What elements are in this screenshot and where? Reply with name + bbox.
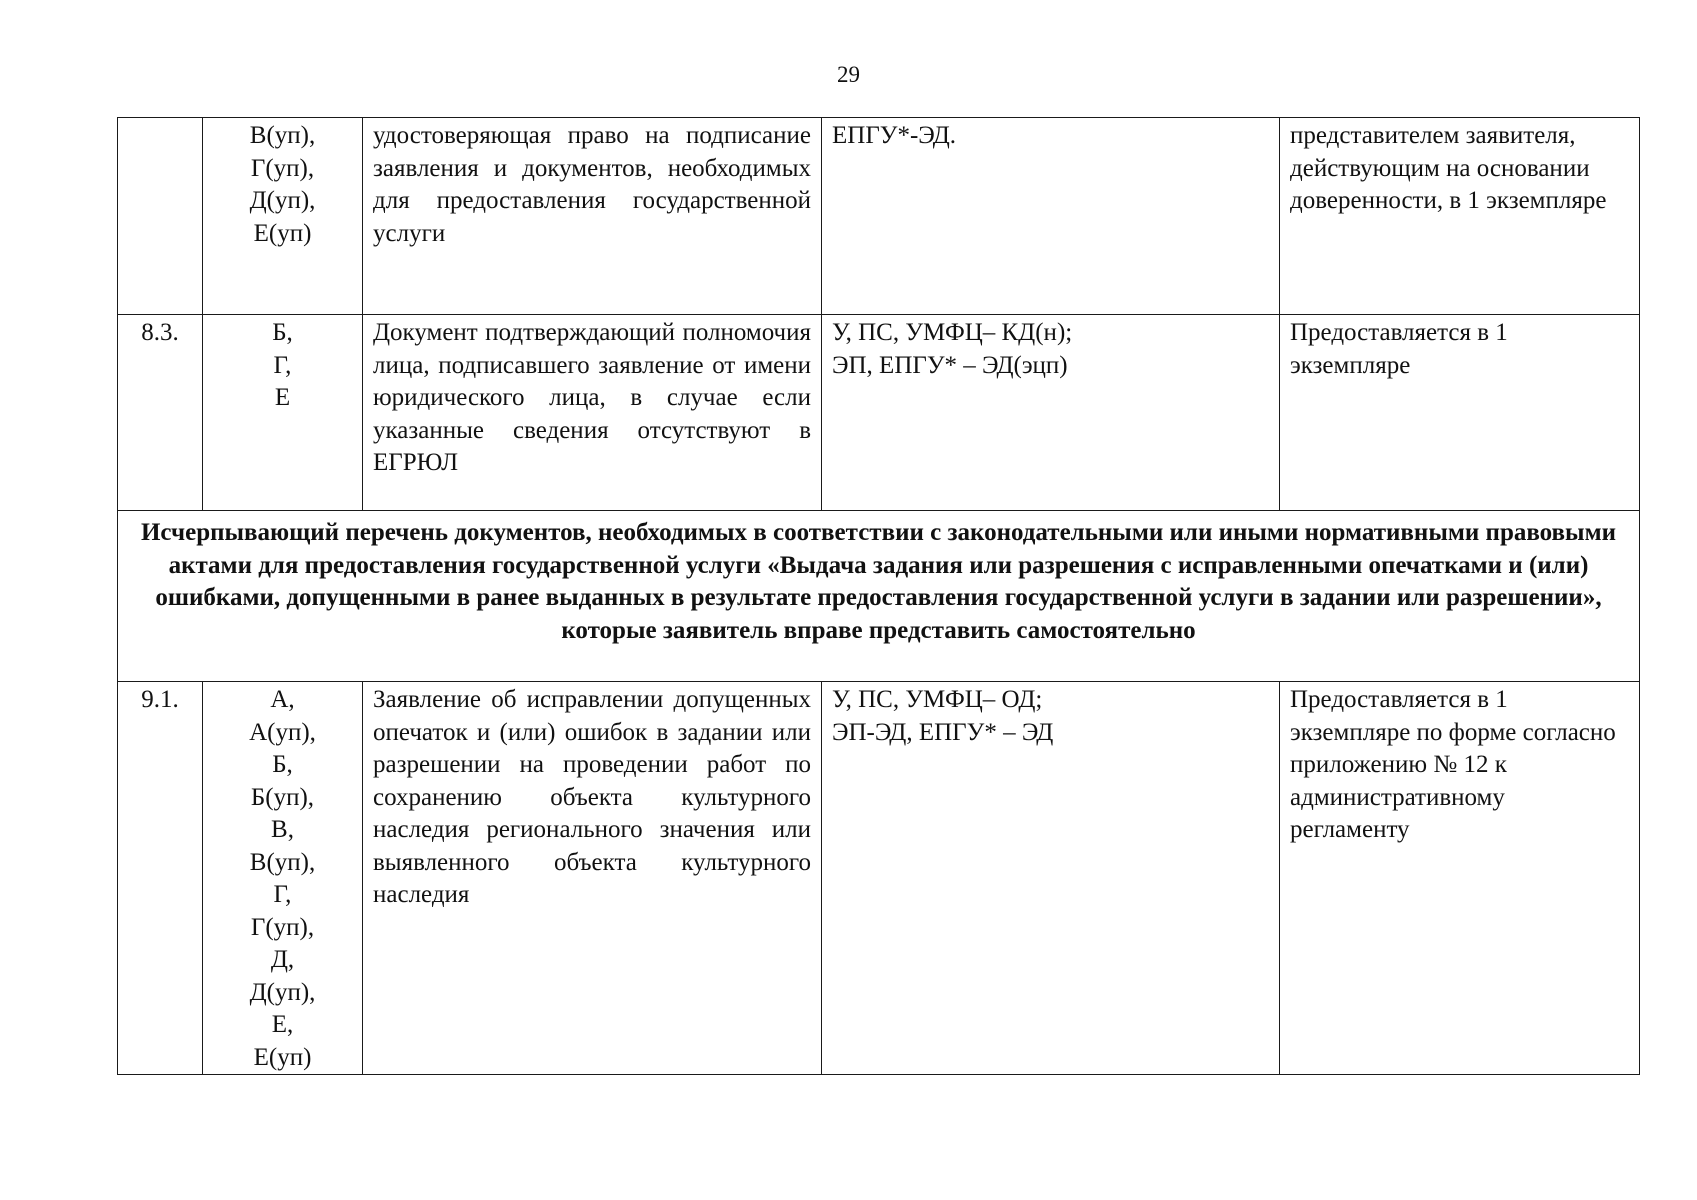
table-row [118,118,1640,315]
document-note: Предоставляется в 1 экземпляре [1280,315,1640,511]
submission-method [822,315,1280,511]
category-code: А(уп), [249,718,316,746]
documents-table [117,117,1640,1075]
table-row [118,682,1640,1075]
document-note: Предоставляется в 1 экземпляре по форме согласно приложению № 12 к административному регламенту [1280,682,1640,1075]
page-number: 29 [837,62,860,87]
category-code: Г(уп), [250,913,315,941]
category-code: Д(уп), [249,187,316,214]
category-code: Е [274,384,291,411]
row-number [118,118,203,315]
category-code: Е(уп) [253,219,312,247]
category-code: Е, [271,1011,294,1038]
row-number: 8.3. [118,315,203,511]
applicant-categories [203,118,363,315]
category-code: Б(уп), [250,783,315,811]
category-code: Г(уп), [250,154,315,182]
applicant-categories [203,682,363,1075]
category-code: Д, [270,946,295,973]
category-code: А, [270,686,295,713]
section-heading: Исчерпывающий перечень документов, необходимых в соответствии с законодательными или иными нормативными правовыми актами для предоставления государственной услуги «Выдача задания или разрешения с исправленными опечатками и (или) ошибками, допущенными в ранее выданных в результате предоставления государственной услуги в задании или разрешении», которые заявитель вправе представить самостоятельно [118,511,1640,682]
category-code: В, [271,816,294,843]
submission-line: ЕПГУ*-ЭД. [832,122,957,149]
row-number: 9.1. [118,682,203,1075]
submission-method [822,682,1280,1075]
document-name: Заявление об исправлении допущенных опечаток и (или) ошибок в задании или разрешении на проведении работ по сохранению объекта культурного наследия регионального значения или выявленного объекта культурного наследия [363,682,822,1075]
category-code: Д(уп), [249,978,316,1006]
category-code: Б, [272,751,293,778]
applicant-categories [203,315,363,511]
submission-method [822,118,1280,315]
table-row [118,315,1640,511]
document-name: Документ подтверждающий полномочия лица, подписавшего заявление от имени юридического лица, в случае если указанные сведения отсутствуют в ЕГРЮЛ [363,315,822,511]
category-code: Б, [272,319,293,346]
category-code: Г, [273,351,292,379]
document-name: удостоверяющая право на подписание заявления и документов, необходимых для предоставления государственной услуги [363,118,822,315]
section-heading-row [118,511,1640,682]
category-code: Е(уп) [253,1043,312,1071]
category-code: В(уп), [249,848,316,876]
submission-line: У, ПС, УМФЦ– ОД; [832,686,1043,713]
document-note: представителем заявителя, действующим на основании доверенности, в 1 экземпляре [1280,118,1640,315]
category-code: В(уп), [249,122,316,149]
submission-line: У, ПС, УМФЦ– КД(н); [832,319,1073,346]
submission-line: ЭП-ЭД, ЕПГУ* – ЭД [832,718,1054,746]
category-code: Г, [273,881,292,908]
submission-line: ЭП, ЕПГУ* – ЭД(эцп) [832,351,1068,379]
